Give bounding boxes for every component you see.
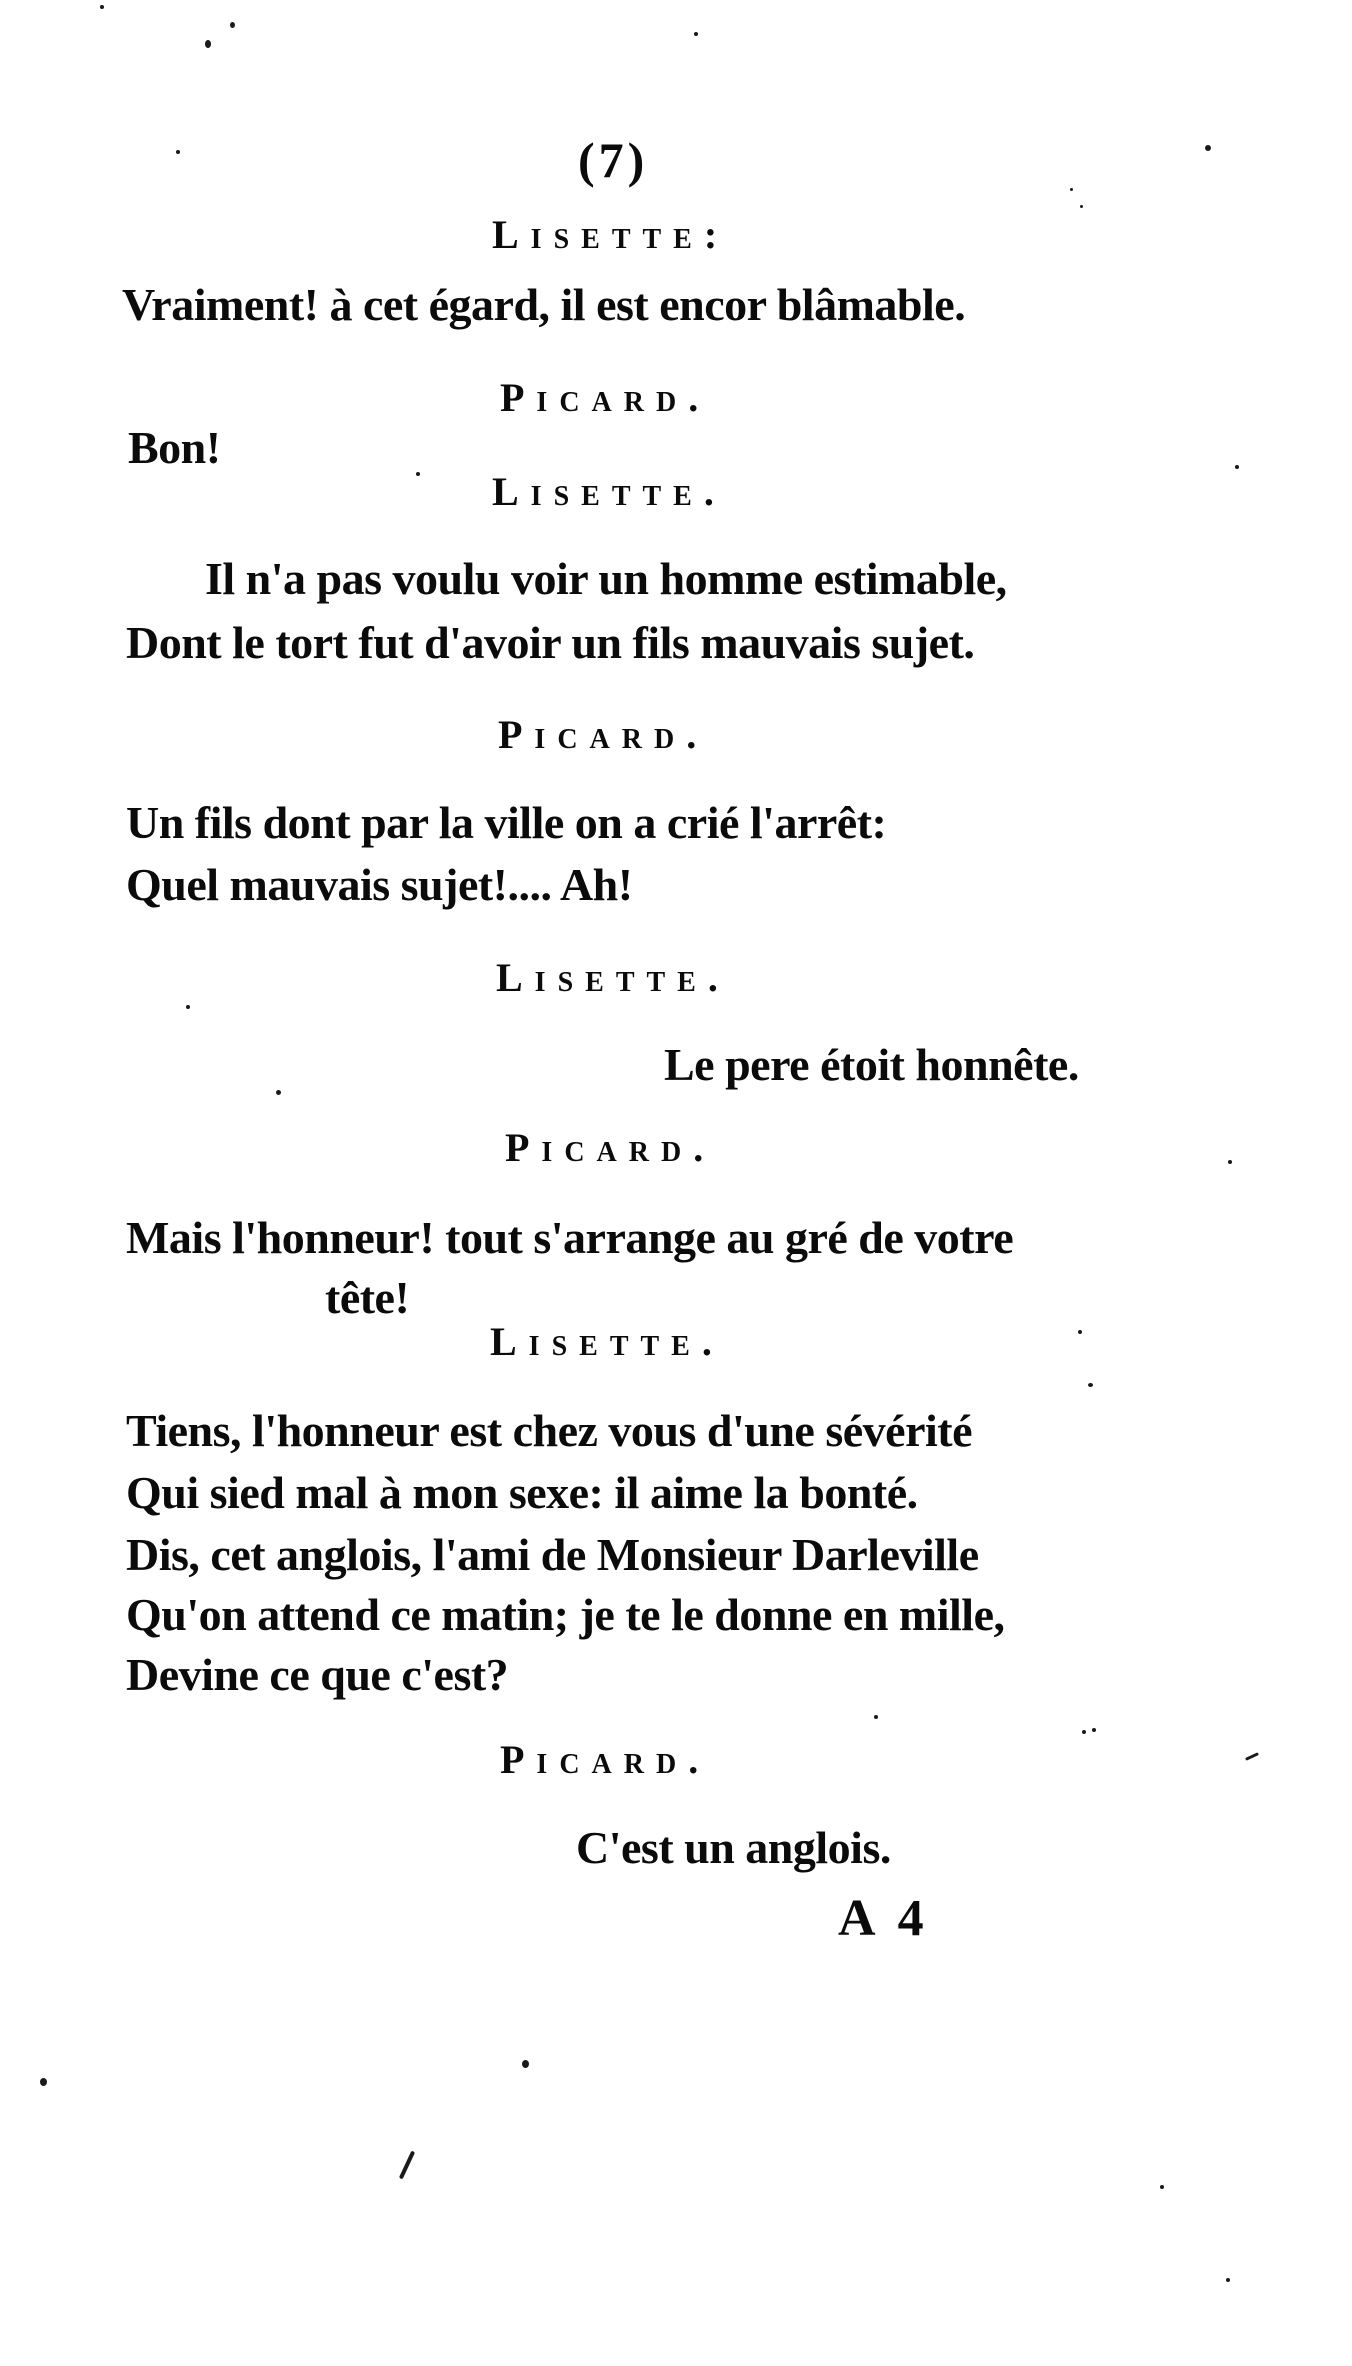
verse-line: tête! [325,1272,410,1323]
ink-speck [1070,188,1073,191]
ink-speck [40,2078,47,2086]
ink-speck [176,150,180,154]
verse-line: Qui sied mal à mon sexe: il aime la bonté. [126,1467,918,1518]
page-number: (7) [578,132,649,188]
verse-line: Dis, cet anglois, l'ami de Monsieur Darleville [126,1529,979,1580]
ink-speck [186,1005,190,1009]
speaker-name: Lisette: [492,212,730,257]
verse-line: Il n'a pas voulu voir un homme estimable, [205,553,1007,604]
verse-line: Tiens, l'honneur est chez vous d'une sévérité [126,1405,972,1456]
verse-line: C'est un anglois. [576,1822,891,1873]
ink-speck [1160,2185,1164,2189]
ink-speck [1228,1160,1232,1164]
ink-speck [100,5,104,9]
verse-line: Le pere étoit honnête. [664,1039,1079,1090]
speaker-name: Picard. [500,1737,711,1782]
verse-line: Qu'on attend ce matin; je te le donne en mille, [126,1589,1005,1640]
ink-speck [1088,1383,1093,1387]
ink-speck [230,22,235,28]
speaker-name: Lisette. [492,469,726,514]
ink-speck [694,32,698,36]
ink-speck [1226,2278,1230,2282]
ink-speck [1092,1728,1096,1732]
verse-line: Un fils dont par la ville on a crié l'arrêt: [126,797,887,848]
speaker-name: Lisette. [490,1319,724,1364]
ink-stroke [1245,1752,1259,1761]
speaker-name: Picard. [505,1125,716,1170]
verse-line: Devine ce que c'est? [126,1649,509,1700]
speaker-name: Picard. [498,712,709,757]
ink-speck [1080,205,1083,208]
speaker-name: Picard. [500,375,711,420]
speaker-name: Lisette. [496,955,730,1000]
ink-speck [1205,145,1211,151]
ink-speck [276,1090,281,1095]
verse-line: Dont le tort fut d'avoir un fils mauvais sujet. [126,617,975,668]
ink-stroke [399,2151,415,2180]
ink-speck [522,2060,529,2068]
verse-line: Mais l'honneur! tout s'arrange au gré de votre [126,1212,1014,1263]
ink-speck [1082,1730,1086,1734]
ink-speck [874,1715,878,1719]
verse-line: Quel mauvais sujet!.... Ah! [126,859,633,910]
ink-speck [416,472,420,476]
verse-line: Vraiment! à cet égard, il est encor blâmable. [122,279,966,330]
signature-mark: A 4 [838,1890,930,1947]
ink-speck [205,40,211,48]
ink-speck [1235,465,1239,469]
verse-line: Bon! [128,422,221,473]
ink-speck [1078,1330,1082,1334]
